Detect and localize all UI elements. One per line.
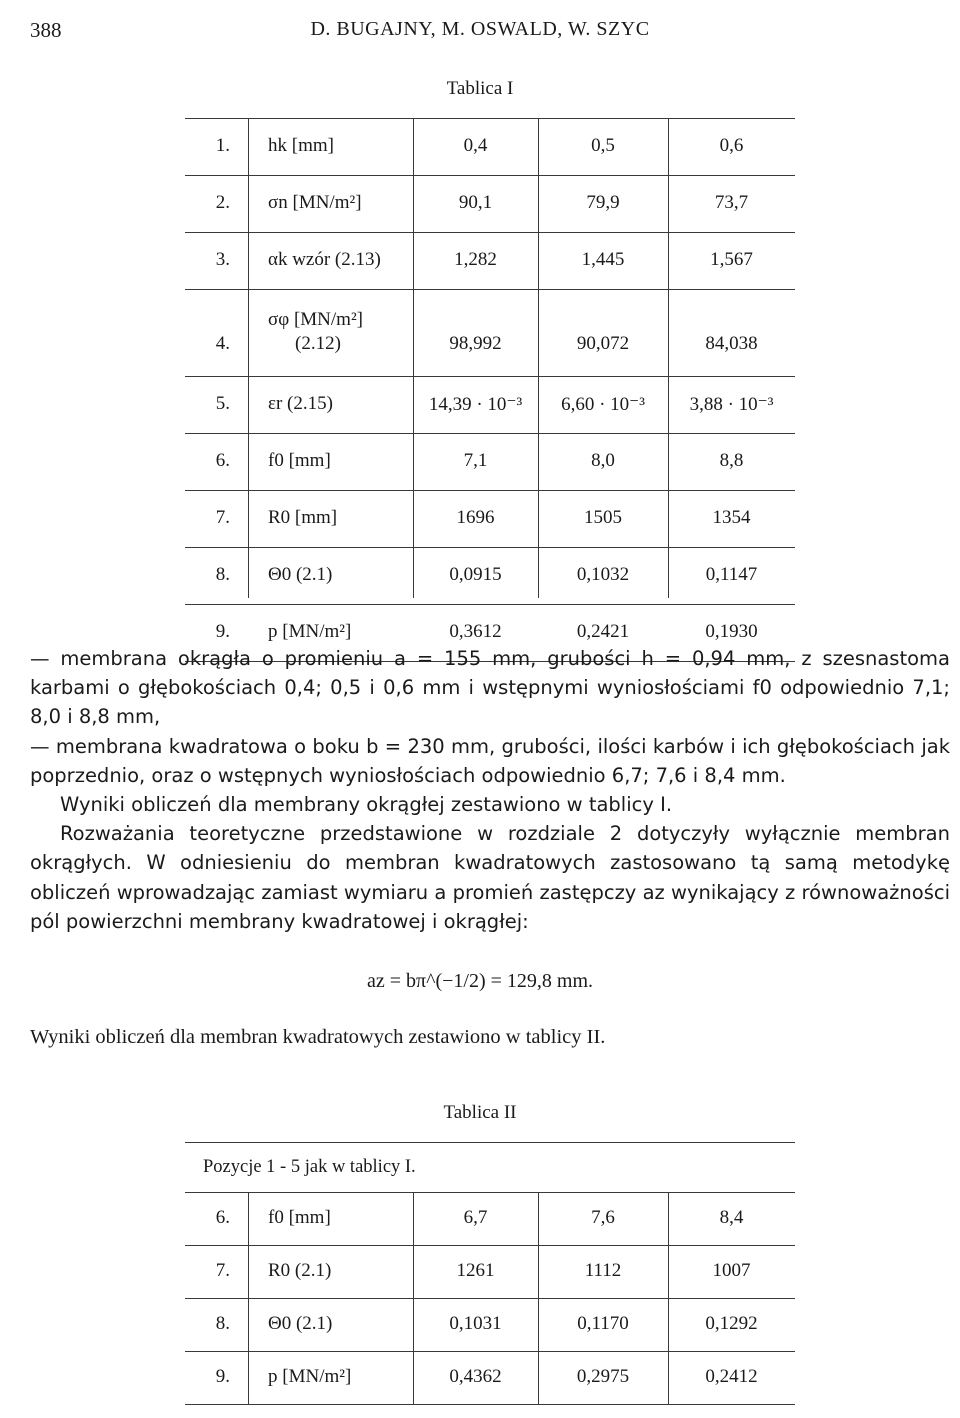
cell-value: 0,1147 bbox=[705, 563, 758, 585]
cell-value: 73,7 bbox=[714, 191, 749, 213]
row-rule bbox=[185, 289, 795, 290]
table1-col-divider bbox=[248, 118, 249, 598]
paragraph-circular-membrane: — membrana okrągła o promieniu a = 155 mm, grubości h = 0,94 mm, z szesnastoma karbami o głębokościach 0,4; 0,5 i 0,6 mm i wstępnymi wyniosłościami f0 odpowiednio 7,1; 8,0 i 8,8 mm, bbox=[30, 647, 950, 729]
cell-value: 0,1170 bbox=[577, 1312, 629, 1334]
row-number: 2. bbox=[215, 191, 230, 213]
row-number: 7. bbox=[215, 506, 230, 528]
table2-header-rule bbox=[185, 1192, 795, 1193]
cell-value: 6,60 · 10⁻³ bbox=[561, 393, 645, 415]
paragraph-theory: Rozważania teoretyczne przedstawione w rozdziale 2 dotyczyły wyłącznie membran okrągłych. W odniesieniu do membran kwadratowych zastosowano tą samą metodykę obliczeń wprowadzając zamiast wymiaru a promień zastępczy az wynikający z równoważności pól powierzchni membrany kwadratowej i okrągłej: bbox=[30, 822, 950, 933]
row-rule bbox=[185, 1298, 795, 1299]
row-label: Θ0 (2.1) bbox=[268, 1312, 333, 1334]
page-number: 388 bbox=[30, 18, 62, 42]
cell-value: 0,5 bbox=[591, 134, 615, 156]
row-number: 4. bbox=[215, 332, 230, 354]
table2-top-rule bbox=[185, 1142, 795, 1143]
row-label: R0 (2.1) bbox=[268, 1259, 332, 1281]
cell-value: 1696 bbox=[456, 506, 495, 528]
cell-value: 0,1031 bbox=[449, 1312, 502, 1334]
row-label: Θ0 (2.1) bbox=[268, 563, 333, 585]
table1-caption: Tablica I bbox=[446, 78, 514, 99]
row-label: εr (2.15) bbox=[268, 392, 333, 414]
table2-positions-note: Pozycje 1 - 5 jak w tablicy I. bbox=[203, 1157, 416, 1177]
row-number: 9. bbox=[215, 1365, 230, 1387]
table2-caption: Tablica II bbox=[443, 1102, 517, 1123]
cell-value: 0,1292 bbox=[705, 1312, 758, 1334]
equation-az: az = bπ^(−1/2) = 129,8 mm. bbox=[366, 970, 594, 992]
cell-value: 0,2412 bbox=[705, 1365, 758, 1387]
cell-value: 1,282 bbox=[454, 248, 497, 270]
cell-value: 1261 bbox=[456, 1259, 495, 1281]
row-label: σφ [MN/m²] bbox=[268, 308, 363, 330]
cell-value: 98,992 bbox=[449, 332, 502, 354]
cell-value: 1,445 bbox=[581, 248, 625, 270]
row-number: 6. bbox=[215, 449, 230, 471]
row-label: hk [mm] bbox=[268, 134, 334, 156]
cell-value: 8,8 bbox=[719, 449, 744, 471]
row-number: 8. bbox=[215, 563, 230, 585]
running-head: D. BUGAJNY, M. OSWALD, W. SZYC bbox=[310, 18, 650, 40]
row-label: p [MN/m²] bbox=[268, 620, 352, 642]
row-rule bbox=[185, 1404, 795, 1405]
cell-value: 1,567 bbox=[710, 248, 753, 270]
table1-top-rule bbox=[185, 118, 795, 119]
cell-value: 0,2975 bbox=[576, 1365, 630, 1387]
row-label: σn [MN/m²] bbox=[268, 191, 362, 213]
cell-value: 3,88 · 10⁻³ bbox=[689, 393, 774, 415]
cell-value: 6,7 bbox=[463, 1206, 488, 1228]
paragraph-results-table2: Wyniki obliczeń dla membran kwadratowych zestawiono w tablicy II. bbox=[30, 1026, 606, 1048]
cell-value: 0,2421 bbox=[576, 620, 630, 642]
row-label: f0 [mm] bbox=[268, 449, 331, 471]
cell-value: 90,072 bbox=[576, 332, 630, 354]
row-number: 9. bbox=[215, 620, 230, 642]
cell-value: 7,6 bbox=[591, 1206, 615, 1228]
body-text bbox=[30, 644, 950, 936]
cell-value: 8,0 bbox=[591, 449, 615, 471]
cell-value: 0,1032 bbox=[576, 563, 630, 585]
cell-value: 0,3612 bbox=[449, 620, 502, 642]
row-label: p [MN/m²] bbox=[268, 1365, 352, 1387]
cell-value: 1354 bbox=[712, 506, 751, 528]
row-rule bbox=[185, 232, 795, 233]
row-rule bbox=[185, 1351, 795, 1352]
cell-value: 0,4 bbox=[463, 134, 488, 156]
row-number: 3. bbox=[215, 248, 230, 270]
row-number: 5. bbox=[215, 392, 230, 414]
row-number: 8. bbox=[215, 1312, 230, 1334]
row-label: R0 [mm] bbox=[268, 506, 338, 528]
row-rule bbox=[185, 604, 795, 605]
cell-value: 90,1 bbox=[458, 191, 493, 213]
cell-value: 8,4 bbox=[719, 1206, 744, 1228]
row-rule bbox=[185, 376, 795, 377]
cell-value: 79,9 bbox=[586, 191, 620, 213]
row-number: 1. bbox=[215, 134, 230, 156]
cell-value: 1112 bbox=[584, 1259, 622, 1281]
cell-value: 1505 bbox=[584, 506, 622, 528]
row-label: f0 [mm] bbox=[268, 1206, 331, 1228]
cell-value: 1007 bbox=[712, 1259, 751, 1281]
cell-value: 0,6 bbox=[719, 134, 744, 156]
row-rule bbox=[185, 547, 795, 548]
row-number: 6. bbox=[215, 1206, 230, 1228]
cell-value: 84,038 bbox=[705, 332, 758, 354]
row-rule bbox=[185, 175, 795, 176]
cell-value: 7,1 bbox=[463, 449, 488, 471]
row-label: αk wzór (2.13) bbox=[268, 248, 381, 270]
cell-value: 14,39 · 10⁻³ bbox=[428, 393, 523, 415]
cell-value: 0,0915 bbox=[449, 563, 502, 585]
cell-value: 0,1930 bbox=[705, 620, 758, 642]
paragraph-square-membrane: — membrana kwadratowa o boku b = 230 mm, grubości, ilości karbów i ich głębokościach jak poprzednio, oraz o wstępnych wyniosłościach odpowiednio 6,7; 7,6 i 8,4 mm. bbox=[30, 734, 950, 787]
row-label-continuation: (2.12) bbox=[295, 332, 341, 354]
row-number: 7. bbox=[215, 1259, 230, 1281]
cell-value: 0,4362 bbox=[449, 1365, 502, 1387]
row-rule bbox=[185, 1245, 795, 1246]
row-rule bbox=[185, 490, 795, 491]
paragraph-results-table1: Wyniki obliczeń dla membrany okrągłej zestawiono w tablicy I. bbox=[60, 793, 673, 817]
row-rule bbox=[185, 433, 795, 434]
